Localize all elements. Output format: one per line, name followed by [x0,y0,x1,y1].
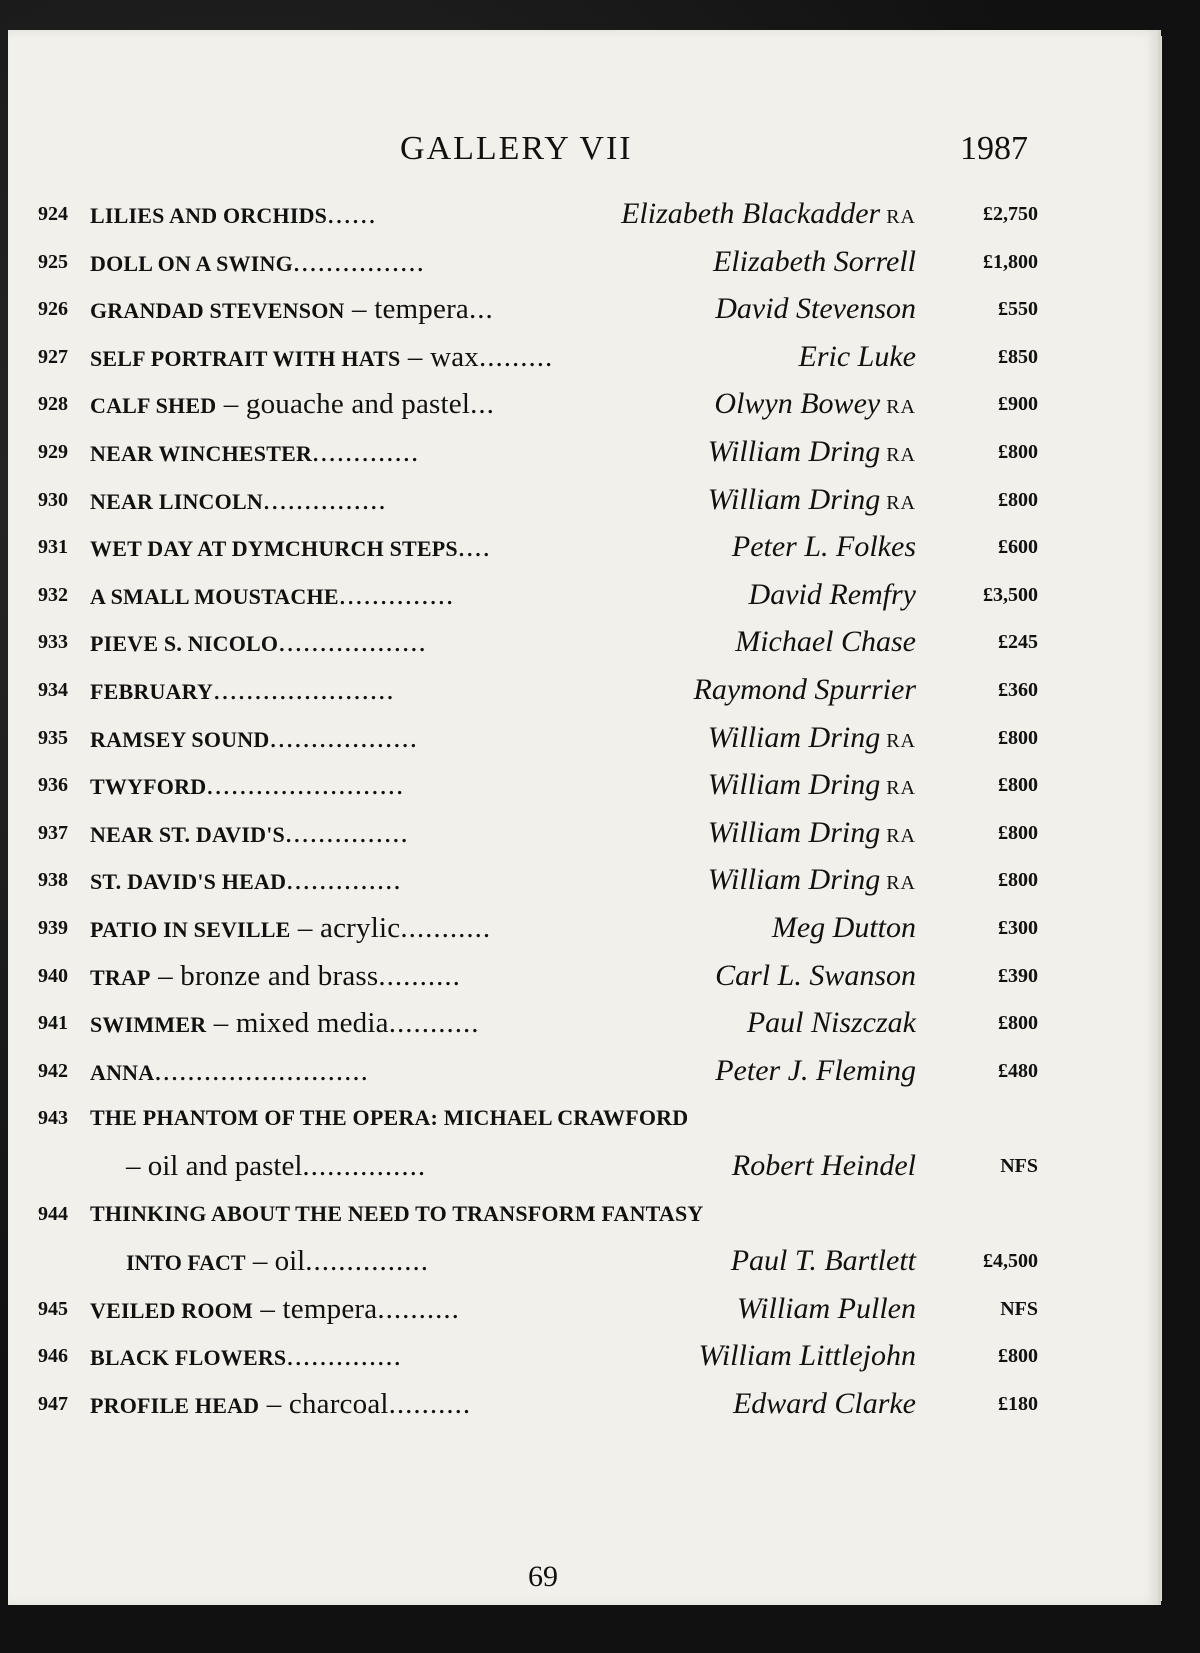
entry-price: £800 [998,488,1038,511]
entry-medium: – mixed media [206,1007,389,1040]
entry-artist [8,718,916,763]
entry-artist [8,384,916,429]
artist-name: Elizabeth Sorrell [712,244,916,278]
dot-leader: .......... [378,959,461,992]
dot-leader: ............. [312,436,420,468]
entry-number: 930 [38,488,68,511]
entry-medium: – tempera [344,293,469,326]
catalogue-entry [8,670,1058,710]
entry-number: 926 [38,298,68,321]
entry-medium: – wax [400,340,479,373]
entry-artist [8,1146,916,1191]
artist-suffix: RA [886,444,916,466]
entry-price: £550 [998,298,1038,321]
artist-name: William Dring [707,720,881,754]
dot-leader: ........... [388,1007,480,1040]
artist-name: Eric Luke [798,339,916,373]
catalogue-page [8,30,1161,1605]
entry-price: £300 [998,917,1038,939]
artist-name: William Littlejohn [698,1339,916,1373]
entry-number: 934 [38,679,68,701]
entry-title-text: LILIES AND ORCHIDS [90,203,328,228]
catalogue-entry [8,194,1058,234]
catalogue-entry [8,1051,1058,1091]
catalogue-entry [8,1146,1058,1186]
entry-price: £390 [998,964,1038,987]
entry-number: 940 [38,964,68,987]
entry-artist [8,813,916,858]
artist-name: David Stevenson [715,292,916,326]
entry-artist [8,765,916,810]
entry-number: 931 [38,536,68,559]
dot-leader: .......................... [154,1054,369,1087]
catalogue-entry [8,1241,1058,1281]
entry-price: £480 [998,1059,1038,1082]
dot-leader: .............. [338,578,455,611]
entry-medium: – bronze and brass [150,959,379,992]
entry-number: 928 [38,393,68,416]
dot-leader: .............. [286,1340,402,1373]
entry-title-text: CALF SHED [90,393,217,419]
entry-artist [8,1384,916,1429]
artist-name: William Dring [707,482,881,516]
entry-number: 933 [38,631,68,654]
entry-medium: – tempera [252,1292,378,1325]
entry-artist [8,242,916,287]
entry-artist [8,622,916,667]
dot-leader: ......... [479,340,554,373]
entry-medium: – oil and pastel [126,1150,303,1182]
artist-name: William Pullen [736,1291,916,1325]
catalogue-entry [8,432,1058,472]
entry-number: 932 [38,583,68,606]
entry-artist [8,670,916,715]
entry-title-text: TWYFORD [90,774,207,800]
dot-leader: ............... [284,816,409,849]
catalogue-entry [8,765,1058,805]
entry-price: £2,750 [983,203,1038,225]
entry-number: 941 [38,1012,68,1035]
catalogue-entry [8,908,1058,948]
entry-price: £900 [998,393,1038,416]
entry-title-text: NEAR WINCHESTER [90,441,313,466]
entry-title-text: ST. DAVID'S HEAD [90,869,287,895]
entry-artist [8,575,916,620]
entry-title-text: ANNA [90,1059,155,1085]
entry-medium: – oil [245,1245,306,1278]
entry-number: 947 [38,1393,68,1415]
entry-artist [8,289,916,334]
entry-number: 945 [38,1297,68,1320]
dot-leader: ........... [400,912,492,944]
dot-leader: ............... [305,1245,429,1278]
entry-title-text: TRAP [90,964,151,990]
catalogue-entry [8,622,1058,662]
dot-leader: .................. [269,721,418,754]
entry-price: £180 [998,1393,1038,1415]
catalogue-entry [8,242,1058,282]
entry-medium: – acrylic [290,912,401,944]
dot-leader: .......... [377,1292,460,1325]
entry-number: 938 [38,869,68,892]
artist-name: Raymond Spurrier [693,673,916,706]
entry-title-text: FEBRUARY [90,679,214,704]
dot-leader: ................ [292,245,425,278]
entry-number: 936 [38,774,68,797]
entry-title-text: RAMSEY SOUND [90,726,270,752]
dot-leader: .... [457,531,491,564]
entry-title-text: SWIMMER [90,1012,207,1038]
dot-leader: ...................... [213,674,395,706]
catalogue-entry [8,527,1058,567]
entry-artist [8,956,916,1001]
artist-suffix: RA [886,872,916,895]
artist-name: Paul Niszczak [746,1006,916,1040]
entry-number: 939 [38,917,68,939]
artist-suffix: RA [886,729,916,752]
entry-number: 943 [38,1107,68,1130]
entry-artist [8,527,916,572]
entry-price: £600 [998,536,1038,559]
entry-title-text: WET DAY AT DYMCHURCH STEPS [90,536,458,562]
artist-name: Carl L. Swanson [715,958,916,992]
entry-title-text: THINKING ABOUT THE NEED TO TRANSFORM FANTASY [90,1200,704,1226]
artist-name: Elizabeth Blackadder [621,197,881,230]
entry-artist [8,1289,916,1334]
entry-number: 935 [38,726,68,749]
catalogue-entry [8,1003,1058,1043]
catalogue-entry [8,1289,1058,1329]
entry-artist [8,1241,916,1286]
entry-title-text: NEAR LINCOLN [90,488,263,514]
entry-title-text: NEAR ST. DAVID'S [90,821,285,847]
entry-artist [8,860,916,905]
catalogue-entry [8,956,1058,996]
entry-price: £800 [998,1012,1038,1035]
dot-leader: ............... [262,483,387,516]
catalogue-entry [8,337,1058,377]
entry-title-text: VEILED ROOM [90,1297,253,1323]
artist-name: William Dring [707,863,881,897]
entry-title-text: PIEVE S. NICOLO [90,631,279,657]
dot-leader: ........................ [206,769,405,802]
artist-suffix: RA [886,777,916,800]
entry-title-text: PATIO IN SEVILLE [90,917,291,942]
artist-name: Edward Clarke [732,1387,916,1420]
artist-name: Paul T. Bartlett [730,1244,916,1278]
dot-leader: .................. [278,626,427,659]
artist-suffix: RA [886,824,916,847]
catalogue-entry [8,289,1058,329]
entry-price: £850 [998,345,1038,368]
artist-suffix: RA [886,491,916,514]
catalogue-entry [8,860,1058,900]
entry-price: £4,500 [983,1250,1038,1273]
artist-name: David Remfry [748,577,916,611]
artist-name: Meg Dutton [771,911,916,944]
entry-number: 944 [38,1202,68,1225]
entry-price: £800 [998,441,1038,463]
entry-title [90,1098,688,1138]
entry-number: 929 [38,441,68,463]
catalogue-entry [8,1336,1058,1376]
dot-leader: ...... [327,198,377,230]
dot-leader: ............... [302,1150,427,1182]
entry-price: £800 [998,1345,1038,1368]
entry-artist [8,1336,916,1381]
entry-list [8,30,1158,1605]
year: 1987 [960,130,1028,167]
entry-price: £245 [998,631,1038,654]
artist-name: Michael Chase [735,625,916,659]
entry-price: NFS [1000,1297,1038,1320]
entry-artist [8,1003,916,1048]
entry-price: £360 [998,679,1038,701]
entry-title-text: THE PHANTOM OF THE OPERA: MICHAEL CRAWFORD [90,1105,689,1131]
entry-price: NFS [1000,1155,1038,1177]
artist-suffix: RA [886,396,916,419]
catalogue-entry [8,718,1058,758]
entry-artist [8,1051,916,1096]
entry-price: £800 [998,821,1038,844]
entry-title-text: INTO FACT [126,1250,246,1276]
entry-price: £3,500 [983,583,1038,606]
entry-title-text: DOLL ON A SWING [90,250,293,276]
entry-price: £800 [998,774,1038,797]
entry-price: £800 [998,869,1038,892]
entry-title [90,1194,704,1234]
entry-title-text: PROFILE HEAD [90,1393,260,1418]
catalogue-entry [8,1098,1058,1138]
dot-leader: .......... [388,1388,472,1420]
entry-artist [8,480,916,525]
entry-number: 946 [38,1345,68,1368]
entry-artist [8,337,916,382]
artist-name: Peter L. Folkes [731,530,916,564]
page-number: 69 [528,1560,558,1593]
entry-number: 925 [38,250,68,273]
artist-name: Olwyn Bowey [714,387,881,421]
catalogue-entry [8,575,1058,615]
entry-artist [8,194,916,239]
artist-name: Peter J. Fleming [715,1053,916,1087]
artist-name: William Dring [707,768,881,802]
entry-number: 924 [38,203,68,225]
entry-title-text: SELF PORTRAIT WITH HATS [90,345,401,371]
dot-leader: ... [469,293,494,326]
dot-leader: ... [470,388,495,421]
entry-medium: – gouache and pastel [216,388,471,421]
entry-number: 927 [38,345,68,368]
entry-artist [8,908,916,953]
catalogue-entry [8,480,1058,520]
entry-number: 942 [38,1059,68,1082]
artist-name: William Dring [707,435,881,468]
entry-number: 937 [38,821,68,844]
catalogue-entry [8,1384,1058,1424]
entry-title-text: GRANDAD STEVENSON [90,298,345,324]
entry-price: £800 [998,726,1038,749]
entry-price: £1,800 [983,250,1038,273]
entry-title-text: BLACK FLOWERS [90,1345,287,1371]
entry-artist [8,432,916,477]
catalogue-entry [8,1194,1058,1234]
entry-medium: – charcoal [259,1388,389,1420]
gallery-title: GALLERY VII [400,130,633,167]
artist-suffix: RA [886,206,916,228]
artist-name: Robert Heindel [731,1149,916,1182]
catalogue-entry [8,384,1058,424]
dot-leader: .............. [286,864,402,897]
artist-name: William Dring [707,815,881,849]
entry-title-text: A SMALL MOUSTACHE [90,583,339,609]
catalogue-entry [8,813,1058,853]
